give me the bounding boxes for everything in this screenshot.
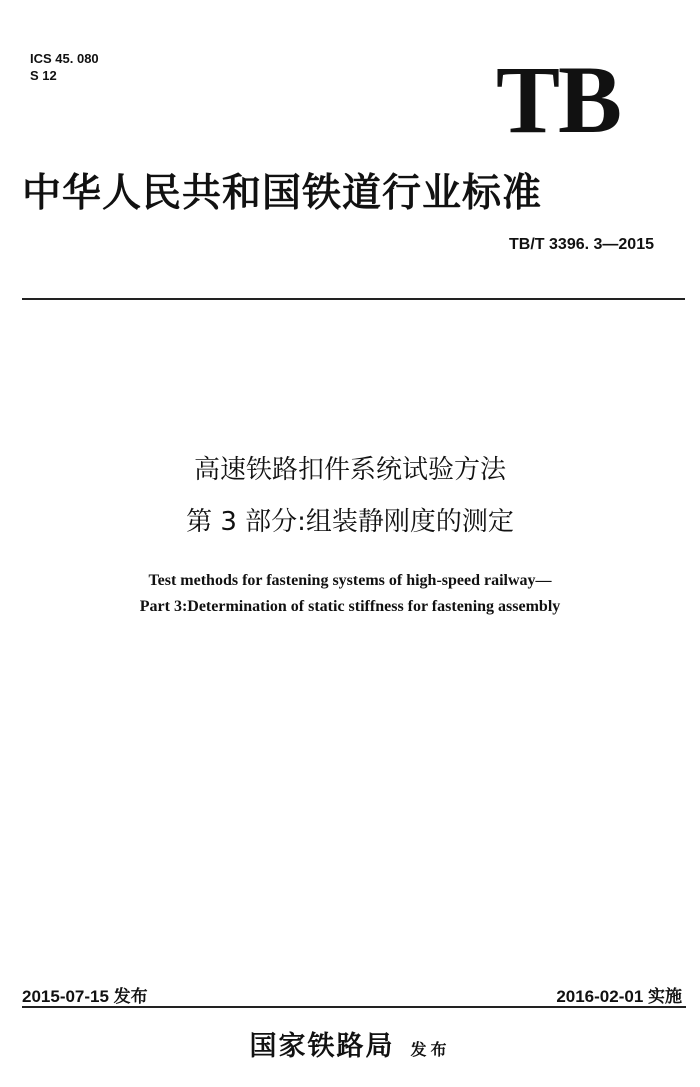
tb-logo: TB (495, 46, 620, 153)
classification-codes (30, 50, 99, 84)
publisher-suffix: 发布 (410, 1040, 451, 1059)
category-code: S 12 (30, 68, 57, 83)
bottom-divider (22, 1006, 686, 1008)
issue-date: 2015-07-15 发布 (22, 987, 148, 1006)
top-divider (22, 298, 685, 300)
chinese-title-line-2: 第 3 部分:组装静刚度的测定 (186, 507, 514, 537)
publisher-name: 国家铁路局 (249, 1031, 395, 1062)
english-title-line-1: Test methods for fastening systems of high-speed railway— (148, 572, 552, 589)
english-title-line-2: Part 3:Determination of static stiffness for fastening assembly (139, 598, 561, 615)
publisher (0, 1024, 700, 1063)
standard-number: TB/T 3396. 3—2015 (509, 236, 654, 253)
implementation-date: 2016-02-01 实施 (556, 987, 682, 1006)
organization-title: 中华人民共和国铁道行业标准 (22, 170, 543, 216)
ics-code: ICS 45. 080 (30, 51, 99, 66)
chinese-title-line-1: 高速铁路扣件系统试验方法 (193, 455, 506, 485)
